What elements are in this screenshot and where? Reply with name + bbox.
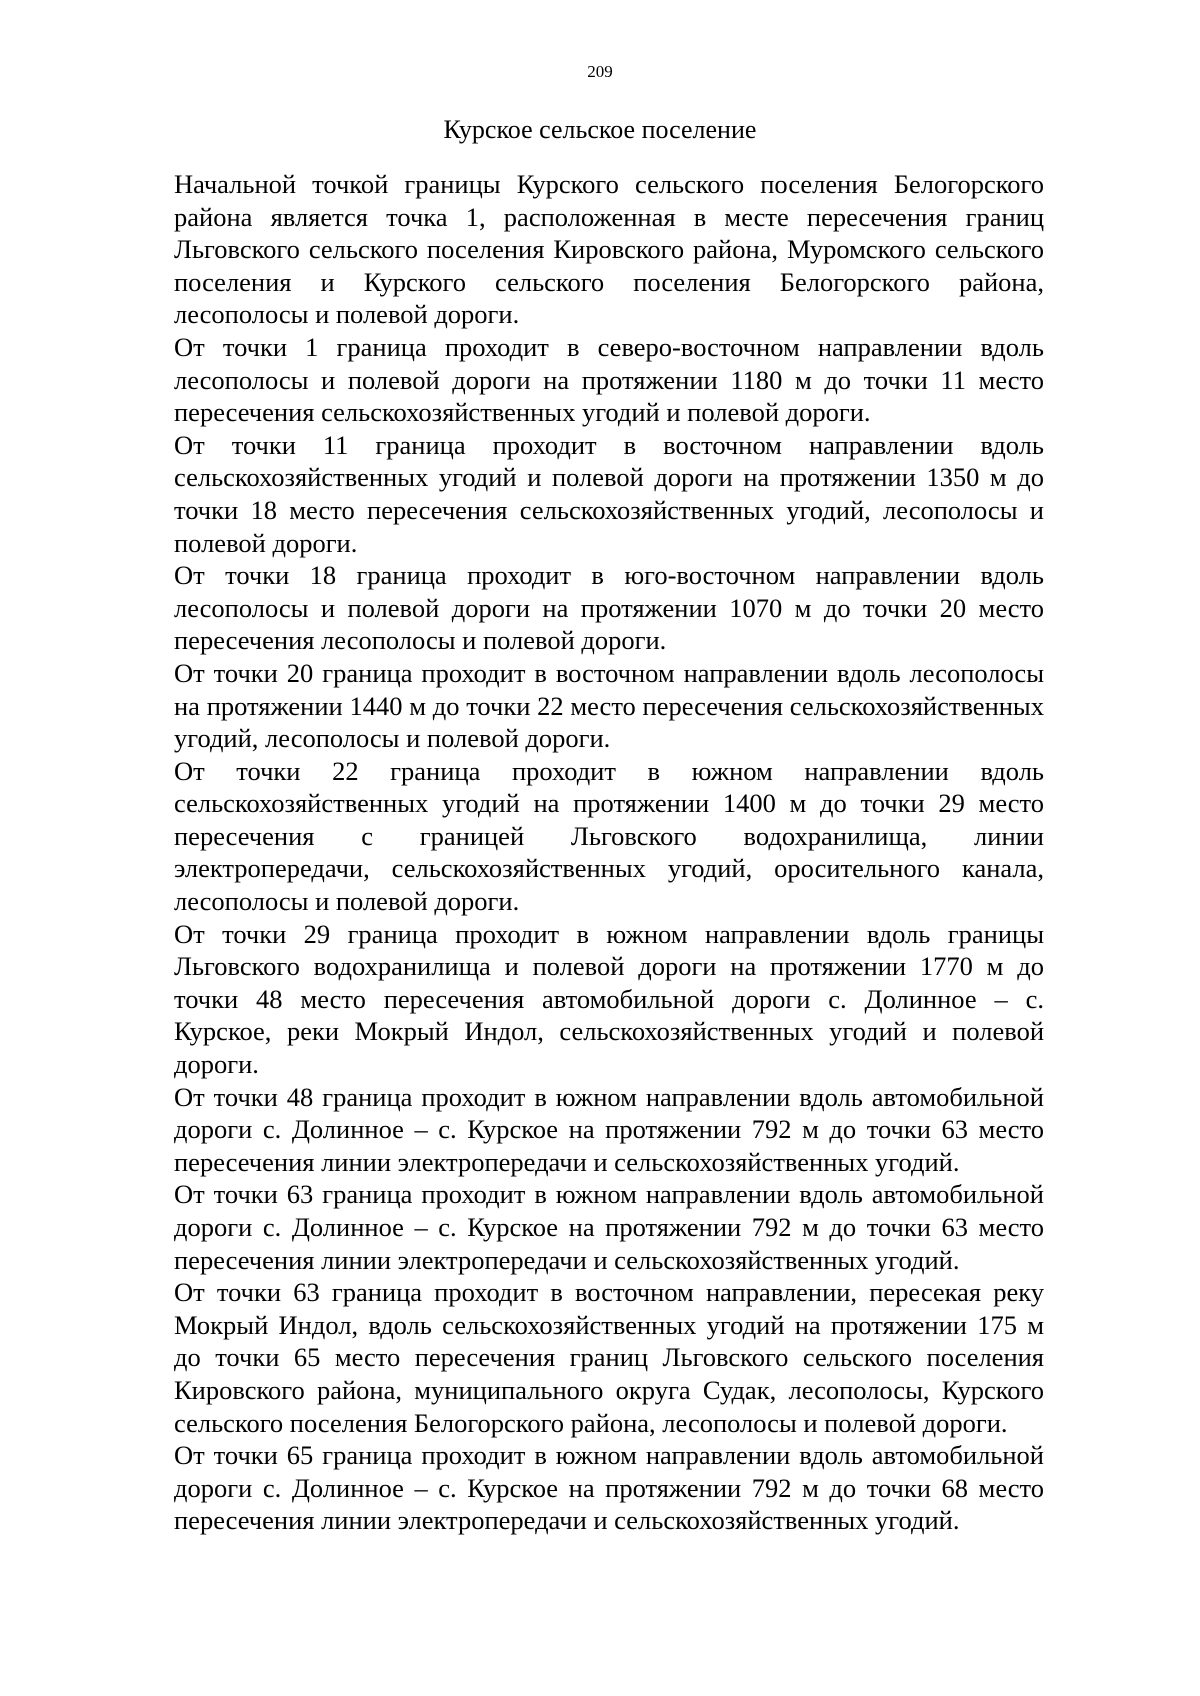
- paragraph: От точки 11 граница проходит в восточном направлении вдоль сельскохозяйственных угодий и полевой дороги на протяжении 1350 м до точки 18 место пересечения сельскохозяйственных угодий, лесополосы и полевой дороги.: [174, 429, 1044, 558]
- paragraph: От точки 65 граница проходит в южном направлении вдоль автомобильной дороги с. Долинное – с. Курское на протяжении 792 м до точки 68 место пересечения линии электропередачи и сельскохозяйственных угодий.: [174, 1440, 1044, 1536]
- paragraph: От точки 18 граница проходит в юго-восточном направлении вдоль лесополосы и полевой дороги на протяжении 1070 м до точки 20 место пересечения лесополосы и полевой дороги.: [174, 560, 1044, 656]
- paragraph: От точки 22 граница проходит в южном направлении вдоль сельскохозяйственных угодий на протяжении 1400 м до точки 29 место пересечения с границей Льговского водохранилища, линии электропередачи, сельскохозяйственных угодий, оросительного канала, лесополосы и полевой дороги.: [174, 755, 1044, 917]
- paragraph: От точки 20 граница проходит в восточном направлении вдоль лесополосы на протяжении 1440 м до точки 22 место пересечения сельскохозяйственных угодий, лесополосы и полевой дороги.: [174, 657, 1044, 754]
- paragraph: От точки 63 граница проходит в восточном направлении, пересекая реку Мокрый Индол, вдоль сельскохозяйственных угодий на протяжении 175 м до точки 65 место пересечения границ Льговского сельского поселения Кировского района, муниципального округа Судак, лесополосы, Курского сельского поселения Белогорского района, лесополосы и полевой дороги.: [174, 1277, 1044, 1438]
- paragraph: От точки 48 граница проходит в южном направлении вдоль автомобильной дороги с. Долинное – с. Курское на протяжении 792 м до точки 63 место пересечения линии электропередачи и сельскохозяйственных угодий.: [174, 1081, 1044, 1177]
- paragraph: Начальной точкой границы Курского сельского поселения Белогорского района является точка 1, расположенная в месте пересечения границ Льговского сельского поселения Кировского района, Муромского сельского поселения и Курского сельского поселения Белогорского района, лесополосы и полевой дороги.: [174, 169, 1044, 330]
- document-title: Курское сельское поселение: [443, 115, 757, 144]
- paragraph: От точки 29 граница проходит в южном направлении вдоль границы Льговского водохранилища и полевой дороги на протяжении 1770 м до точки 48 место пересечения автомобильной дороги с. Долинное – с. Курское, реки Мокрый Индол, сельскохозяйственных угодий и полевой дороги.: [174, 918, 1044, 1080]
- paragraph: От точки 1 граница проходит в северо-восточном направлении вдоль лесополосы и полевой дороги на протяжении 1180 м до точки 11 место пересечения сельскохозяйственных угодий и полевой дороги.: [174, 331, 1044, 428]
- paragraph: От точки 63 граница проходит в южном направлении вдоль автомобильной дороги с. Долинное – с. Курское на протяжении 792 м до точки 63 место пересечения линии электропередачи и сельскохозяйственных угодий.: [174, 1179, 1044, 1275]
- document-body: [174, 168, 1044, 1537]
- page-number: 209: [587, 62, 613, 81]
